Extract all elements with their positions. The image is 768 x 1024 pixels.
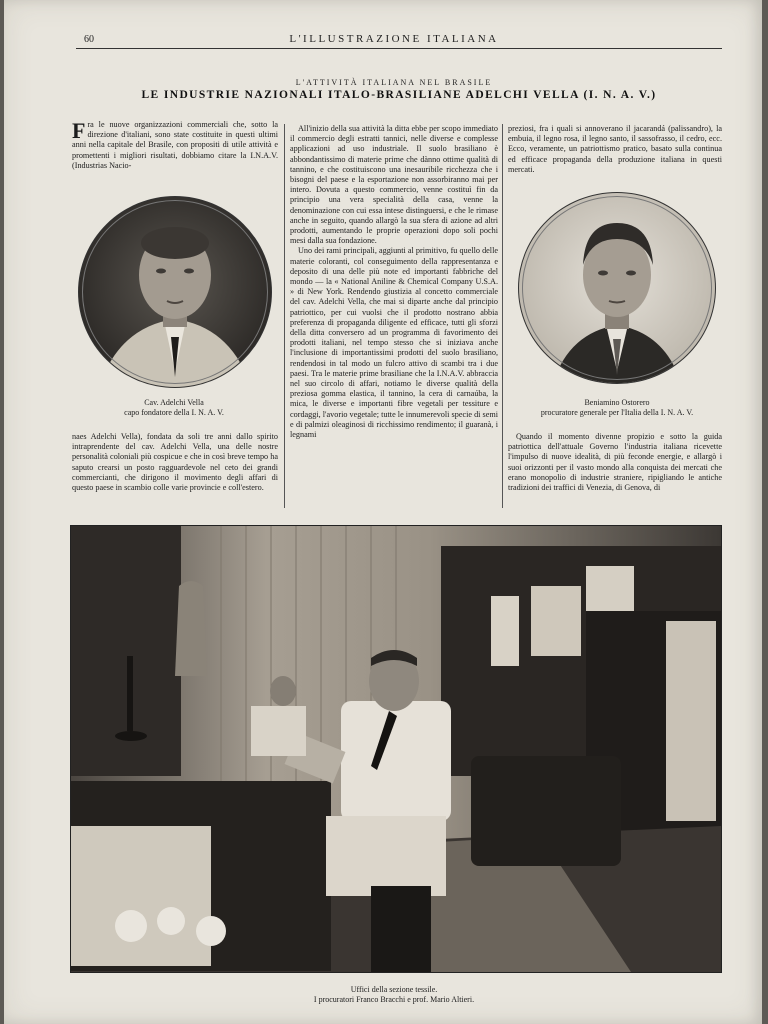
column-3-top-text: preziosi, fra i quali si annoverano il jacarandá (palissandro), la embuia, il legno rosa, il legno santo, il sassofrasso, il cedro, ecc. Ecco, veramente, un patriottismo pratico, basato sulla continua ed efficace propaganda della produzione italiana in questi mercati. — [508, 124, 722, 174]
column-1-bottom — [72, 432, 278, 510]
portrait-adelchi-vella — [78, 196, 272, 388]
portrait-name-left: Cav. Adelchi Vella — [144, 398, 204, 407]
column-divider-1 — [284, 124, 285, 508]
column-2-paragraph-1: All'inizio della sua attività la ditta ebbe per scopo immediato il commercio degli estratti tannici, nelle diverse e complesse applicazioni ad uso industriale. Il suolo brasiliano è abbondantissimo di materie prime che dànno ottime qualità di tannino, e che costituiscono una inesauribile ricchezza che i bisogni del paese e la esportazione non assorbiranno mai per intero. Dovuta a questo commercio, venne costituì fin da principio una vera specialità della casa, venne la denominazione con cui essa intese distinguersi, e che le rimase anche in seguito, quando allargò la sua sfera di azione ad altri prodotti, aumentando le proprie operazioni dopo soli pochi mesi dalla sua fondazione. — [290, 124, 498, 246]
running-title: L'ILLUSTRAZIONE ITALIANA — [289, 33, 499, 45]
article-kicker: L'ATTIVITÀ ITALIANA NEL BRASILE — [295, 78, 493, 87]
column-divider-2 — [502, 124, 503, 508]
office-photograph — [70, 525, 722, 973]
photo-caption-line-2: I procuratori Franco Bracchi e prof. Mario Altieri. — [313, 995, 475, 1004]
portrait-role-left: capo fondatore della I. N. A. V. — [124, 408, 224, 417]
column-3-bottom — [508, 432, 722, 510]
office-scene — [71, 526, 721, 972]
photo-caption-line-1: Uffici della sezione tessile. — [350, 985, 438, 994]
column-1-top — [72, 120, 278, 182]
column-2-paragraph-2: Uno dei rami principali, aggiunti al primitivo, fu quello delle materie coloranti, col conseguimento della rappresentanza e deposito di una delle più note ed importanti fabbriche del mondo — la « National Aniline & Chemical Company U.S.A. » di New York. Rendendo giustizia al concetto commerciale del cav. Adelchi Vella, che mai si diparte anche dal principio patriottico, per cui vuolsi che il prodotto nostrano abbia preferenza di propaganda diligente ed efficace, tutti gli sforzi della ditta conversero ad un programma di favorimento dei prodotti italiani, nel tempo stesso che si iniziava anche l'inclusione di importantissimi prodotti del suolo brasiliano, rendendosi in tal modo un fulcro attivo di scambi tra i due paesi. Tra le materie prime brasiliane che la I.N.A.V. abbraccia nel suo circolo di affari, notiamo le diverse qualità della preziosa gomma elastica, il tannino, la cera di carnaúba, la mica, le diverse e importanti fibre vegetali per tessiture e cordaggi, l'avorio vegetale; tutte le innumerevoli specie di semi e di palmizi oleaginosi di ricchissimo rendimento; il guaranà, i legnami — [290, 246, 498, 440]
page-number: 60 — [84, 34, 94, 45]
column-1-bottom-text: naes Adelchi Vella), fondata da soli tre anni dallo spirito intraprendente del cav. Adelchi Vella, una delle nostre personalità coloniali più cospicue e che in così breve tempo ha saputo crearsi un posto ragguardevole nel ceto dei grandi commercianti, che dirigono il movimento degli affari di questo paese in scambio colle varie provincie e coll'estero. — [72, 432, 278, 493]
column-2 — [290, 124, 498, 508]
portrait-beniamino-ostorero — [518, 192, 716, 384]
column-1-top-text: ra le nuove organizzazioni commerciali che, sotto la direzione d'italiani, sono state costituite in questi ultimi anni nella capitale del Brasile, con propositi di utile attività e promettenti i migliori risultati, dobbiamo citare la I.N.A.V. (Industrias Nacio- — [72, 120, 278, 170]
header-rule — [76, 48, 722, 49]
photo-caption — [204, 985, 584, 1005]
column-3-bottom-text: Quando il momento divenne propizio e sotto la guida patriottica dell'attuale Governo l'industria italiana ricevette l'impulso di nuove idealità, di più feconde energie, e allargò i suoi orizzonti per il vasto mondo alla conquista dei mercati che erano monopolio di industrie straniere, ripigliando le antiche tradizioni dei traffici di Venezia, di Genova, di — [508, 432, 722, 493]
portrait-caption-right — [504, 398, 730, 418]
magazine-page — [4, 0, 762, 1024]
column-3-top — [508, 124, 722, 178]
portrait-name-right: Beniamino Ostorero — [584, 398, 650, 407]
drop-cap: F — [72, 120, 86, 143]
article-title: LE INDUSTRIE NAZIONALI ITALO-BRASILIANE ADELCHI VELLA (I. N. A. V.) — [141, 89, 657, 101]
portrait-caption-left — [84, 398, 264, 418]
portrait-role-right: procuratore generale per l'Italia della I. N. A. V. — [540, 408, 694, 417]
